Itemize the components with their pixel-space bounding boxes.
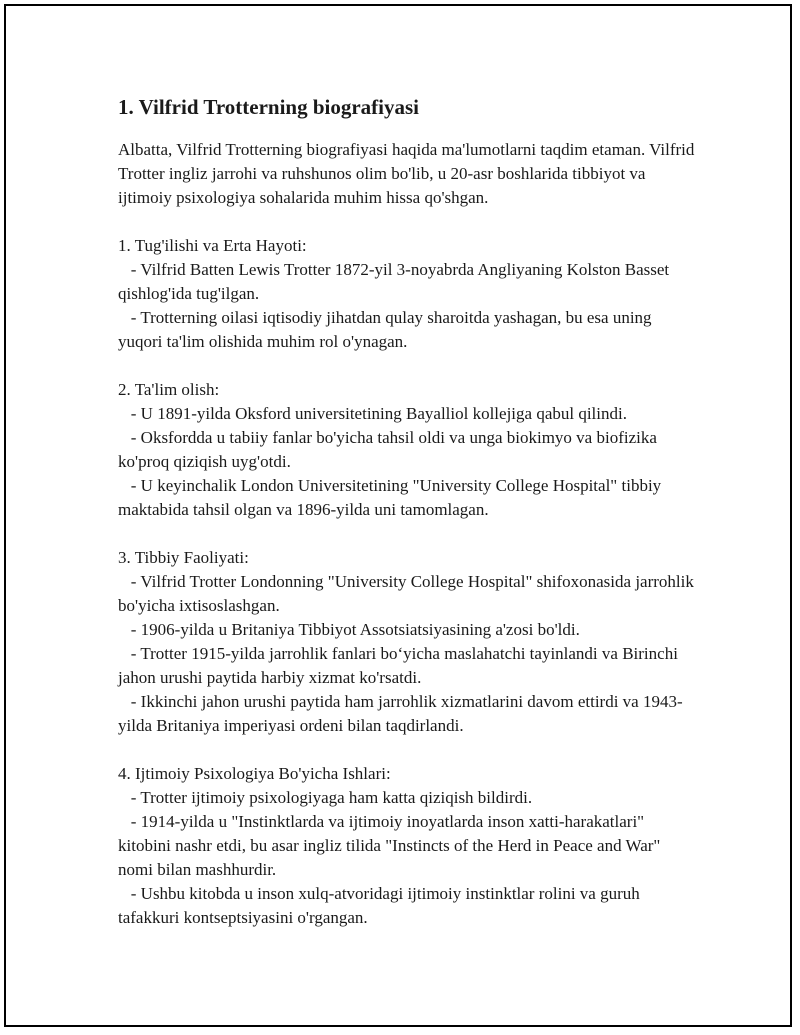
section-heading: 4. Ijtimoiy Psixologiya Bo'yicha Ishlari:: [118, 764, 391, 783]
bullet-item: - 1914-yilda u "Instinktlarda va ijtimoiy inoyatlarda inson xatti-harakatlari" kitobini nashr etdi, bu asar ingliz tilida "Instincts of the Herd in Peace and War" nomi bilan mashhurdir.: [118, 812, 665, 879]
bullet-item: - Ushbu kitobda u inson xulq-atvoridagi ijtimoiy instinktlar rolini va guruh tafakkuri kontseptsiyasini o'rgangan.: [118, 884, 645, 927]
bullet-item: - U keyinchalik London Universitetining "University College Hospital" tibbiy maktabida tahsil olgan va 1896-yilda uni tamomlagan.: [118, 476, 666, 519]
section-social-psychology: [118, 762, 698, 930]
section-birth: [118, 234, 698, 354]
section-heading: 3. Tibbiy Faoliyati:: [118, 548, 249, 567]
bullet-item: - 1906-yilda u Britaniya Tibbiyot Assotsiatsiyasining a'zosi bo'ldi.: [118, 620, 580, 639]
section-medical-career: [118, 546, 698, 738]
section-heading: 1. Tug'ilishi va Erta Hayoti:: [118, 236, 307, 255]
bullet-item: - Trotterning oilasi iqtisodiy jihatdan qulay sharoitda yashagan, bu esa uning yuqori ta'lim olishida muhim rol o'ynagan.: [118, 308, 656, 351]
section-education: [118, 378, 698, 522]
bullet-item: - Oksfordda u tabiiy fanlar bo'yicha tahsil oldi va unga biokimyo va biofizika ko'proq qiziqish uyg'otdi.: [118, 428, 662, 471]
bullet-item: - Trotter ijtimoiy psixologiyaga ham katta qiziqish bildirdi.: [118, 788, 533, 807]
intro-paragraph: Albatta, Vilfrid Trotterning biografiyasi haqida ma'lumotlarni taqdim etaman. Vilfrid Trotter ingliz jarrohi va ruhshunos olim bo'lib, u 20-asr boshlarida tibbiyot va ijtimoiy psixologiya sohalarida muhim hissa qo'shgan.: [118, 140, 695, 207]
document-title: 1. Vilfrid Trotterning biografiyasi: [118, 95, 420, 119]
bullet-item: - Ikkinchi jahon urushi paytida ham jarrohlik xizmatlarini davom ettirdi va 1943-yilda Britaniya imperiyasi ordeni bilan taqdirlandi.: [118, 692, 683, 735]
bullet-item: - Trotter 1915-yilda jarrohlik fanlari bo‘yicha maslahatchi tayinlandi va Birinchi jahon urushi paytida harbiy xizmat ko'rsatdi.: [118, 644, 683, 687]
bullet-item: - Vilfrid Trotter Londonning "University College Hospital" shifoxonasida jarrohlik bo'yicha ixtisoslashgan.: [118, 572, 699, 615]
document-body: [118, 92, 698, 954]
section-heading: 2. Ta'lim olish:: [118, 380, 220, 399]
bullet-item: - Vilfrid Batten Lewis Trotter 1872-yil 3-noyabrda Angliyaning Kolston Basset qishlog'ida tug'ilgan.: [118, 260, 674, 303]
bullet-item: - U 1891-yilda Oksford universitetining Bayalliol kollejiga qabul qilindi.: [118, 404, 627, 423]
